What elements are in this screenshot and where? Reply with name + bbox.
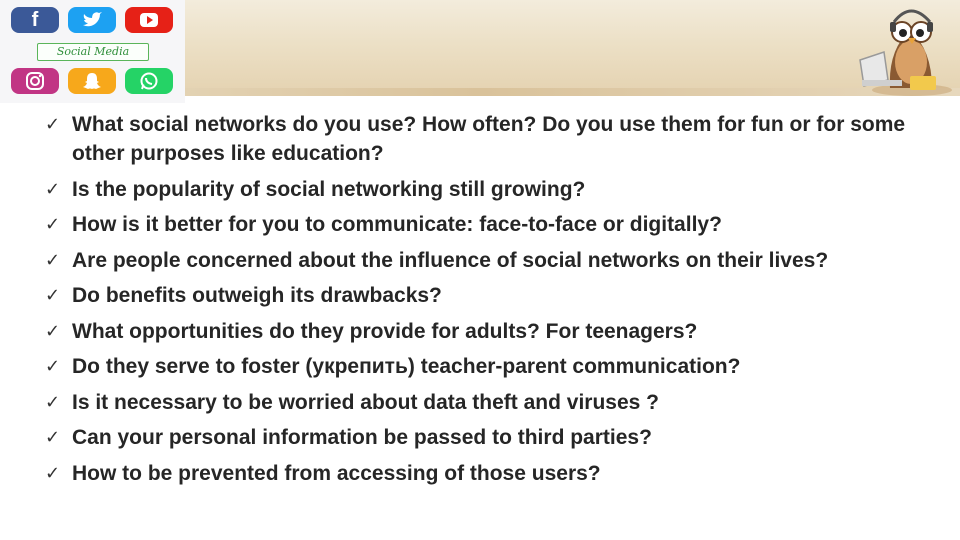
checkmark-icon: ✓ xyxy=(45,214,61,235)
checkmark-icon: ✓ xyxy=(45,462,61,484)
list-item xyxy=(40,317,930,346)
whatsapp-icon xyxy=(125,68,173,94)
checkmark-icon: ✓ xyxy=(45,178,61,200)
snapchat-icon xyxy=(68,68,116,94)
checkmark-icon: ✓ xyxy=(45,356,61,377)
question-text: Is it necessary to be worried about data theft and viruses ? xyxy=(72,390,659,414)
list-item xyxy=(40,423,930,452)
social-media-logo xyxy=(0,0,185,103)
checkmark-icon: ✓ xyxy=(45,285,61,306)
question-text: Do benefits outweigh its drawbacks? xyxy=(72,284,442,307)
checkmark-icon: ✓ xyxy=(45,427,61,448)
question-text: How to be prevented from accessing of those users? xyxy=(72,461,601,485)
social-media-label: Social Media xyxy=(37,43,149,61)
list-item xyxy=(40,175,930,204)
youtube-icon xyxy=(125,7,173,33)
list-item xyxy=(40,352,930,381)
checkmark-icon: ✓ xyxy=(45,391,61,413)
list-item xyxy=(40,210,930,239)
question-text: What opportunities do they provide for adults? For teenagers? xyxy=(72,319,698,343)
question-text: Is the popularity of social networking still growing? xyxy=(72,177,586,201)
list-item xyxy=(40,459,930,488)
question-text: Do they serve to foster (укрепить) teacher-parent communication? xyxy=(72,355,741,378)
question-text: Can your personal information be passed to third parties? xyxy=(72,426,652,449)
owl-laptop-illustration xyxy=(850,0,960,96)
list-item xyxy=(40,281,930,310)
question-list xyxy=(40,110,930,494)
list-item xyxy=(40,110,930,168)
facebook-icon: f xyxy=(11,7,59,33)
checkmark-icon: ✓ xyxy=(45,249,61,271)
list-item xyxy=(40,388,930,417)
checkmark-icon: ✓ xyxy=(45,114,61,135)
checkmark-icon: ✓ xyxy=(45,320,61,342)
instagram-icon xyxy=(11,68,59,94)
list-item xyxy=(40,246,930,275)
twitter-icon xyxy=(68,7,116,33)
question-text: What social networks do you use? How often? Do you use them for fun or for some other purposes like education? xyxy=(72,113,906,165)
question-text: How is it better for you to communicate: face-to-face or digitally? xyxy=(72,213,722,236)
question-text: Are people concerned about the influence of social networks on their lives? xyxy=(72,248,829,272)
